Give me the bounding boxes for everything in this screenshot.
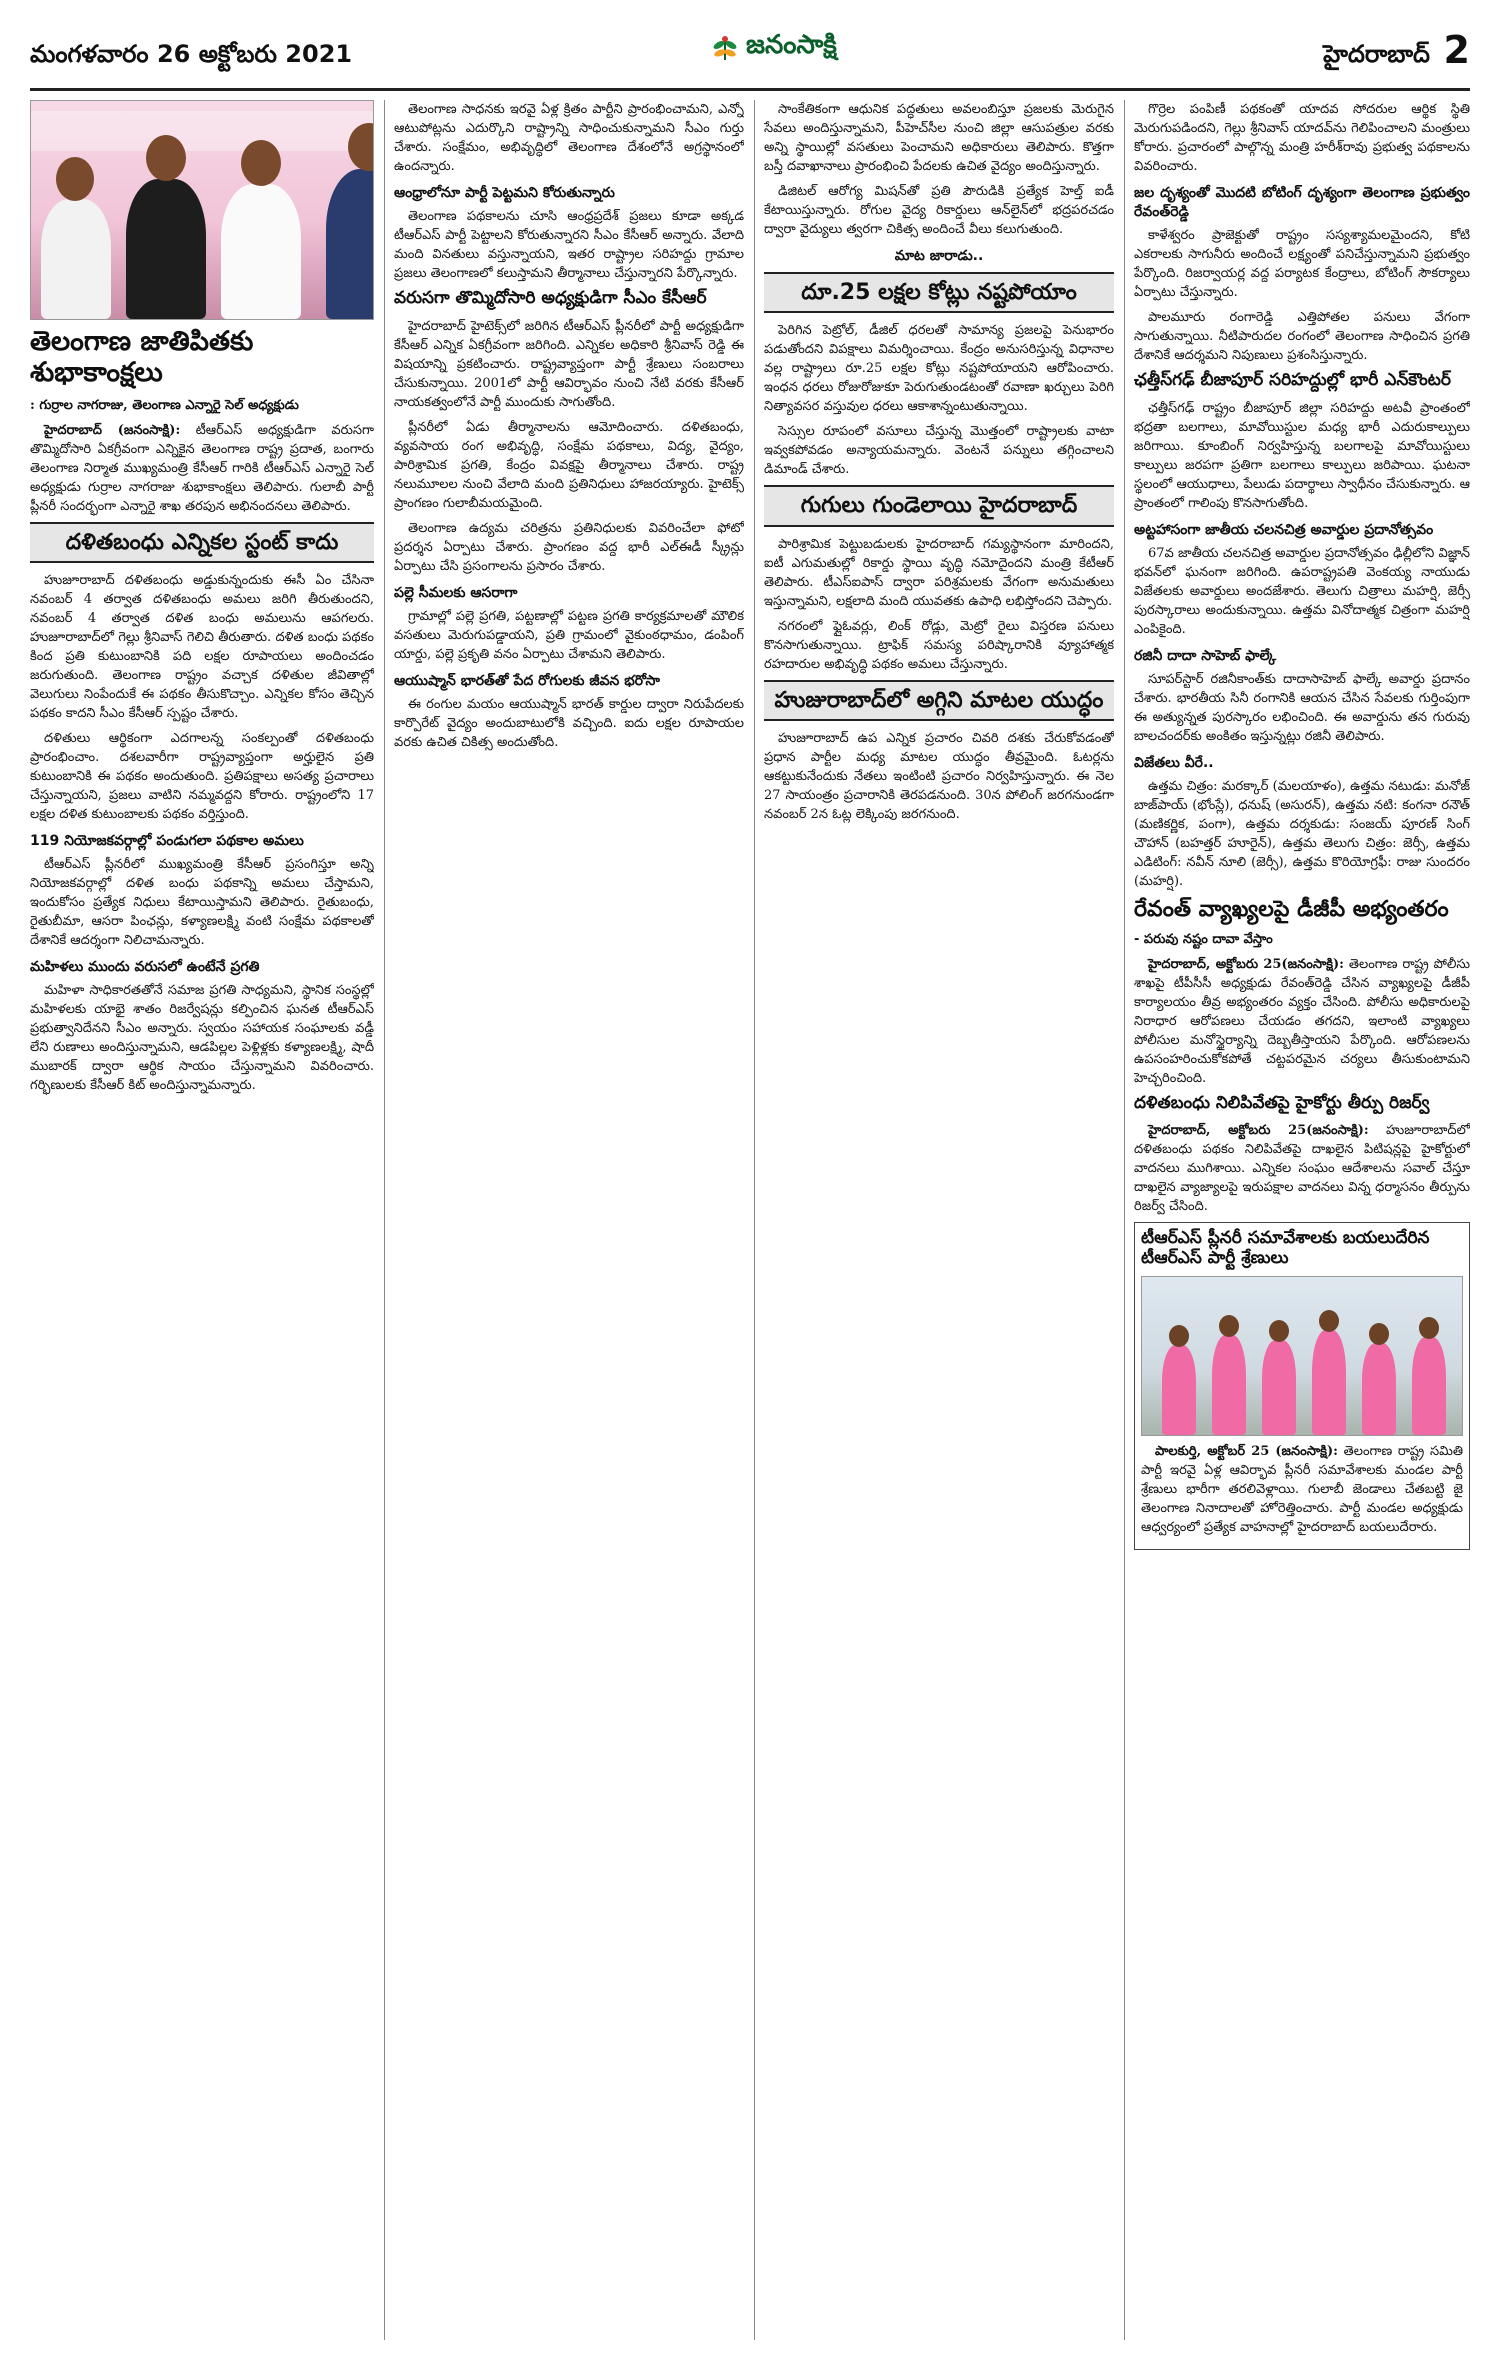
article-text: సూపర్‌స్టార్ రజినీకాంత్‌కు దాదాసాహెబ్ ఫాల్కే అవార్డు ప్రదానం చేశారు. భారతీయ సినీ రంగానికి ఆయన చేసిన సేవలకు గుర్తింపుగా ఈ అత్యున్నత పురస్కారం లభించింది. ఈ అవార్డును తన గురువు బాలచందర్‌కు అంకితం ఇస్తున్నట్లు రజినీ తెలిపారు.	[1134, 671, 1470, 744]
dateline: పాలకుర్తి, అక్టోబర్ 25 (జనంసాక్షి):	[1155, 1444, 1338, 1460]
page-number: 2	[1443, 28, 1470, 72]
headline-high-court: దళితబంధు నిలిపివేతపై హైకోర్టు తీర్పు రిజర్వ్	[1134, 1092, 1430, 1113]
article-text: హుజూరాబాద్ ఉప ఎన్నిక ప్రచారం చివరి దశకు చేరుకోవడంతో ప్రధాన పార్టీల మధ్య మాటల యుద్ధం తీవ్రమైంది. ఓటర్లను ఆకట్టుకునేందుకు నేతలు ఇంటింటి ప్రచారం నిర్వహిస్తున్నారు. ఈ నెల 27 సాయంత్రం ప్రచారానికి తెరపడనుంది. 30న పోలింగ్ జరగనుండగా నవంబర్ 2న ఓట్ల లెక్కింపు జరగనుంది.	[764, 730, 1114, 822]
article-text: టీఆర్ఎస్ అధ్యక్షుడిగా వరుసగా తొమ్మిదోసారి ఏకగ్రీవంగా ఎన్నికైన తెలంగాణ రాష్ట్ర ప్రదాత, బంగారు తెలంగాణ నిర్మాత ముఖ్యమంత్రి కేసీఆర్ గారికి టీఆర్ఎస్ ఎన్నారై సెల్ అధ్యక్షుడు గుర్రాల నాగరాజు శుభాకాంక్షలు తెలిపారు. గులాబీ పార్టీ ప్లీనరీ సందర్భంగా ఎన్నారై శాఖ తరపున అభినందనలు తెలిపారు.	[30, 423, 374, 515]
headline-hyderabad: గుగులు గుండెలాయి హైదరాబాద్	[764, 485, 1114, 526]
subheading: విజేతలు వీరే..	[1134, 754, 1214, 771]
article-text: హైదరాబాద్ హైటెక్స్‌లో జరిగిన టీఆర్ఎస్ ప్లీనరీలో పార్టీ అధ్యక్షుడిగా కేసీఆర్ ఎన్నిక ఏకగ్రీవంగా జరిగింది. ఎన్నికల అధికారి శ్రీనివాస్ రెడ్డి ఈ విషయాన్ని ప్రకటించారు. రాష్ట్రవ్యాప్తంగా పార్టీ శ్రేణులు సంబరాలు చేసుకున్నాయి. 2001లో పార్టీ ఆవిర్భావం నుంచి నేటి వరకు కేసీఆర్ నాయకత్వంలోనే పార్టీ ముందుకు సాగుతోంది.	[394, 318, 744, 410]
article-text: సెస్సుల రూపంలో వసూలు చేస్తున్న మొత్తంలో రాష్ట్రాలకు వాటా ఇవ్వకపోవడం అన్యాయమన్నారు. వెంటనే పన్నులు తగ్గించాలని డిమాండ్ చేశారు.	[764, 424, 1114, 478]
article-text: పెరిగిన పెట్రోల్, డీజిల్ ధరలతో సామాన్య ప్రజలపై పెనుభారం పడుతోందని విపక్షాలు విమర్శించాయి. కేంద్రం అనుసరిస్తున్న విధానాల వల్ల రాష్ట్రాలు రూ.25 లక్షల కోట్లు నష్టపోయాయని ఆరోపించారు. ఇంధన ధరలు రోజురోజుకూ పెరుగుతుండటంతో రవాణా ఖర్చులు పెరిగి నిత్యావసర వస్తువుల ధరలు ఆకాశాన్నంటుతున్నాయి.	[764, 323, 1114, 415]
article-text: పారిశ్రామిక పెట్టుబడులకు హైదరాబాద్ గమ్యస్థానంగా మారిందని, ఐటీ ఎగుమతుల్లో రికార్డు స్థాయి వృద్ధి నమోదైందని మంత్రి కేటీఆర్ తెలిపారు. టీఎస్ఐపాస్ ద్వారా పరిశ్రమలకు వేగంగా అనుమతులు ఇస్తున్నామని, లక్షలాది మంది యువతకు ఉపాధి లభిస్తోందని చెప్పారు.	[764, 536, 1114, 609]
masthead	[30, 14, 1470, 84]
article-text: తెలంగాణ ఉద్యమ చరిత్రను ప్రతినిధులకు వివరించేలా ఫోటో ప్రదర్శన ఏర్పాటు చేశారు. ప్రాంగణం వద్ద భారీ ఎల్ఈడీ స్క్రీన్లు ఏర్పాటు చేసి ప్రసంగాలను ప్రసారం చేశారు.	[394, 520, 744, 574]
subheading: మాట జారాడు..	[894, 248, 984, 264]
issue-date: మంగళవారం 26 అక్టోబరు 2021	[30, 40, 353, 68]
article-text: తెలంగాణ రాష్ట్ర సమితి పార్టీ ఇరవై ఏళ్ల ఆవిర్భావ ప్లీనరీ సమావేశాలకు మండల పార్టీ శ్రేణులు భారీగా తరలివెళ్లాయి. గులాబీ జెండాలు చేతబట్టి జై తెలంగాణ నినాదాలతో హోరెత్తించారు. పార్టీ మండల అధ్యక్షుడు ఆధ్వర్యంలో ప్రత్యేక వాహనాల్లో హైదరాబాద్ బయలుదేరారు.	[1141, 1444, 1463, 1536]
article-text: గ్రామాల్లో పల్లె ప్రగతి, పట్టణాల్లో పట్టణ ప్రగతి కార్యక్రమాలతో మౌలిక వసతులు మెరుగుపడ్డాయని, ప్రతి గ్రామంలో వైకుంఠధామం, డంపింగ్ యార్డు, పల్లె ప్రకృతి వనం ఏర్పాటు చేశామని తెలిపారు.	[394, 608, 744, 662]
article-text: తెలంగాణ సాధనకు ఇరవై ఏళ్ల క్రితం పార్టీని ప్రారంభించామని, ఎన్నో ఆటుపోట్లను ఎదుర్కొని రాష్ట్రాన్ని సాధించుకున్నామని సీఎం గుర్తు చేశారు. సంక్షేమం, అభివృద్ధిలో తెలంగాణ దేశంలోనే అగ్రస్థానంలో ఉందన్నారు.	[394, 102, 744, 174]
article-text: మహిళా సాధికారతతోనే సమాజ ప్రగతి సాధ్యమని, స్థానిక సంస్థల్లో మహిళలకు యాభై శాతం రిజర్వేషన్లు కల్పించిన ఘనత టీఆర్ఎస్ ప్రభుత్వానిదేనని సీఎం అన్నారు. స్వయం సహాయక సంఘాలకు వడ్డీ లేని రుణాలు అందిస్తున్నామని, ఆడపిల్లల పెళ్లిళ్లకు కళ్యాణలక్ష్మి, షాదీ ముబారక్ ద్వారా ఆర్థిక సాయం చేస్తున్నామని వివరించారు. గర్భిణులకు కేసీఆర్ కిట్ అందిస్తున్నామన్నారు.	[30, 983, 374, 1094]
article-text: ఉత్తమ చిత్రం: మరక్కార్ (మలయాళం), ఉత్తమ నటుడు: మనోజ్ బాజ్‌పాయ్ (భోంస్లే), ధనుష్ (అసురన్), ఉత్తమ నటి: కంగనా రనౌత్ (మణికర్ణిక, పంగా), ఉత్తమ దర్శకుడు: సంజయ్ పూరణ్ సింగ్ చౌహాన్ (బహత్తర్ హూరైన్), ఉత్తమ తెలుగు చిత్రం: జెర్సీ, ఉత్తమ ఎడిటింగ్: నవీన్ నూలి (జెర్సీ), ఉత్తమ కొరియోగ్రఫీ: రాజు సుందరం (మహర్షి).	[1134, 778, 1470, 889]
headline-dalitha-bandhu: దళితబంధు ఎన్నికల స్టంట్ కాదు	[30, 522, 374, 563]
subheadline: - పరువు నష్టం దావా వేస్తాం	[1134, 931, 1273, 947]
brand-name: జనంసాక్షి	[746, 30, 837, 60]
article-text: ఛత్తీస్‌గఢ్ రాష్ట్రం బీజాపూర్ జిల్లా సరిహద్దు అటవీ ప్రాంతంలో భద్రతా బలగాలు, మావోయిస్టుల మధ్య భారీ ఎదురుకాల్పులు జరిగాయి. కూంబింగ్ నిర్వహిస్తున్న బలగాలపై మావోయిస్టులు కాల్పులు జరపగా ప్రతిగా బలగాలు కాల్పులు జరిపాయి. ఘటనా స్థలంలో ఆయుధాలు, పేలుడు పదార్థాలు స్వాధీనం చేసుకున్నారు. ఆ ప్రాంతంలో గాలింపు కొనసాగుతోంది.	[1134, 400, 1470, 511]
headline-kcr-president: వరుసగా తొమ్మిదోసారి అధ్యక్షుడిగా సీఎం కేసీఆర్	[394, 288, 707, 308]
article-text: డిజిటల్ ఆరోగ్య మిషన్‌తో ప్రతి పౌరుడికి ప్రత్యేక హెల్త్ ఐడీ కేటాయిస్తున్నారు. రోగుల వైద్య రికార్డులు ఆన్‌లైన్‌లో భద్రపరచడం ద్వారా వైద్యులు త్వరగా చికిత్స అందించే వీలు కలుగుతుంది.	[764, 184, 1114, 237]
article-text: 67వ జాతీయ చలనచిత్ర అవార్డుల ప్రదానోత్సవం ఢిల్లీలోని విజ్ఞాన్ భవన్‌లో ఘనంగా జరిగింది. ఉపరాష్ట్రపతి వెంకయ్య నాయుడు విజేతలకు అవార్డులు అందజేశారు. తెలుగు చిత్రాలు మహర్షి, జెర్సీ పురస్కారాలు అందుకున్నాయి. ఉత్తమ వినోదాత్మక చిత్రంగా మహర్షి ఎంపికైంది.	[1134, 545, 1470, 637]
article-text: హుజూరాబాద్‌లో దళితబంధు పథకం నిలిపివేతపై దాఖలైన పిటిషన్లపై హైకోర్టులో వాదనలు ముగిశాయి. ఎన్నికల సంఘం ఆదేశాలను సవాల్ చేస్తూ దాఖలైన వ్యాజ్యాలపై ఇరుపక్షాల వాదనలు విన్న ధర్మాసనం తీర్పును రిజర్వ్ చేసింది.	[1134, 1123, 1470, 1215]
byline: : గుర్రాల నాగరాజు, తెలంగాణ ఎన్నారై సెల్ అధ్యక్షుడు	[30, 398, 299, 414]
article-text: ప్లీనరీలో ఏడు తీర్మానాలను ఆమోదించారు. దళితబంధు, వ్యవసాయ రంగ అభివృద్ధి, సంక్షేమ పథకాలు, విద్య, వైద్యం, పారిశ్రామిక ప్రగతి, కేంద్రం వివక్షపై తీర్మానాలు చేశారు. రాష్ట్ర నలుమూలల నుంచి వేలాది మంది ప్రతినిధులు హాజరయ్యారు. హైటెక్స్ ప్రాంగణం గులాబీమయమైంది.	[394, 419, 744, 511]
subheading: జల దృశ్యంతో మొదటి బోటింగ్ దృశ్యంగా తెలంగాణ ప్రభుత్వం రేవంత్‌రెడ్డి	[1134, 185, 1470, 220]
event-photo	[30, 100, 374, 320]
headline-25-lakh-crore: దూ.25 లక్షల కోట్లు నష్టపోయాం	[764, 272, 1114, 313]
headline-greetings: తెలంగాణ జాతిపితకు శుభాకాంక్షలు	[30, 326, 254, 389]
article-text: దళితులు ఆర్థికంగా ఎదగాలన్న సంకల్పంతో దళితబంధు ప్రారంభించాం. దశలవారీగా రాష్ట్రవ్యాప్తంగా అర్హులైన ప్రతి కుటుంబానికి ఈ పథకం అందుతుంది. ప్రతిపక్షాలు అసత్య ప్రచారాలు చేస్తున్నాయని, ప్రజలు వాటిని నమ్మవద్దని కోరారు. రాష్ట్రంలోని 17 లక్షల దళిత కుటుంబాలకు పథకం వర్తిస్తుంది.	[30, 731, 374, 823]
article-text: నగరంలో ఫ్లైఓవర్లు, లింక్ రోడ్లు, మెట్రో రైలు విస్తరణ పనులు కొనసాగుతున్నాయి. ట్రాఫిక్ సమస్య పరిష్కారానికి వ్యూహాత్మక రహదారుల అభివృద్ధి పథకం అమలు చేస్తున్నారు.	[764, 618, 1114, 672]
subheading: పల్లె సీమలకు ఆసరాగా	[394, 584, 518, 601]
headline-huzurabad: హుజురాబాద్‌లో అగ్గిని మాటల యుద్ధం	[764, 680, 1114, 721]
dateline: హైదరాబాద్, అక్టోబరు 25(జనంసాక్షి):	[1148, 956, 1344, 972]
column-3	[764, 100, 1114, 2340]
subheading: ఆయుష్మాన్ భారత్‌తో పేద రోగులకు జీవన భరోసా	[394, 672, 660, 689]
subheading: మహిళలు ముందు వరుసలో ఉంటేనే ప్రగతి	[30, 959, 260, 976]
boxed-story	[1134, 1222, 1470, 1550]
article-text: తెలంగాణ పథకాలను చూసి ఆంధ్రప్రదేశ్ ప్రజలు కూడా అక్కడ టీఆర్ఎస్ పార్టీ పెట్టాలని కోరుతున్నారని సీఎం కేసీఆర్ అన్నారు. వేలాది మంది వినతులు వస్తున్నాయని, ఇతర రాష్ట్రాల సరిహద్దు గ్రామాల ప్రజలు తెలంగాణలో కలుస్తామని తీర్మానాలు చేస్తున్నారని పేర్కొన్నారు.	[394, 209, 744, 281]
subheading: రజినీ దాదా సాహెబ్ ఫాల్కే	[1134, 647, 1277, 664]
article-text: టీఆర్ఎస్ ప్లీనరీలో ముఖ్యమంత్రి కేసీఆర్ ప్రసంగిస్తూ అన్ని నియోజకవర్గాల్లో దళిత బంధు పథకాన్ని అమలు చేస్తామని, ఇందుకోసం ప్రత్యేక నిధులు కేటాయిస్తామని తెలిపారు. రైతుబంధు, రైతుబీమా, ఆసరా పింఛన్లు, కళ్యాణలక్ష్మి వంటి సంక్షేమ పథకాలతో దేశానికే ఆదర్శంగా నిలిచామన్నారు.	[30, 857, 374, 949]
article-text: తెలంగాణ రాష్ట్ర పోలీసు శాఖపై టీపీసీసీ అధ్యక్షుడు రేవంత్‌రెడ్డి చేసిన వ్యాఖ్యలపై డీజీపీ కార్యాలయం తీవ్ర అభ్యంతరం వ్యక్తం చేసింది. పోలీసు అధికారులపై నిరాధార ఆరోపణలు చేయడం తగదని, ఇలాంటి వ్యాఖ్యలు పోలీసుల మనోస్థైర్యాన్ని దెబ్బతీస్తాయని పేర్కొంది. ఆరోపణలను ఉపసంహరించుకోకపోతే చట్టపరమైన చర్యలు తీసుకుంటామని హెచ్చరించింది.	[1134, 956, 1470, 1086]
article-text: గొర్రెల పంపిణీ పథకంతో యాదవ సోదరుల ఆర్థిక స్థితి మెరుగుపడిందని, గెల్లు శ్రీనివాస్ యాదవ్‌ను గెలిపించాలని మంత్రులు కోరారు. ప్రచారంలో పాల్గొన్న మంత్రి హరీశ్‌రావు ప్రభుత్వ పథకాలను వివరించారు.	[1134, 102, 1470, 174]
dateline: హైదరాబాద్, అక్టోబరు 25(జనంసాక్షి):	[1148, 1123, 1369, 1139]
headline-plenary: టీఆర్ఎస్ ప్లీనరీ సమావేశాలకు బయలుదేరిన టీఆర్ఎస్ పార్టీ శ్రేణులు	[1141, 1228, 1430, 1268]
subheading: 119 నియోజకవర్గాల్లో పండుగలా పథకాల అమలు	[30, 833, 304, 850]
column-1	[30, 100, 374, 2340]
edition-city: హైదరాబాద్	[1323, 40, 1430, 68]
article-text: ఈ రంగుల మయం ఆయుష్మాన్ భారత్ కార్డుల ద్వారా నిరుపేదలకు కార్పొరేట్ వైద్యం అందుబాటులోకి వచ్చింది. ఐదు లక్షల రూపాయల వరకు ఉచిత చికిత్స అందుతోంది.	[394, 696, 744, 750]
article-text: సాంకేతికంగా ఆధునిక పద్ధతులు అవలంబిస్తూ ప్రజలకు మెరుగైన సేవలు అందిస్తున్నామని, పీహెచ్‌సీల నుంచి జిల్లా ఆసుపత్రుల వరకు అన్ని స్థాయిల్లో వసతులు పెంచామని అధికారులు తెలిపారు. కొత్తగా బస్తీ దవాఖానాలు ప్రారంభించి పేదలకు ఉచిత వైద్యం అందిస్తున్నారు.	[764, 102, 1114, 174]
article-text: కాళేశ్వరం ప్రాజెక్టుతో రాష్ట్రం సస్యశ్యామలమైందని, కోటి ఎకరాలకు సాగునీరు అందించే లక్ష్యంతో పనిచేస్తున్నామని ప్రభుత్వం పేర్కొంది. రిజర్వాయర్ల వద్ద పర్యాటక కేంద్రాలు, బోటింగ్ సౌకర్యాలు ఏర్పాటు చేస్తున్నారు.	[1134, 228, 1470, 300]
subheading: ఆంధ్రాలోనూ పార్టీ పెట్టమని కోరుతున్నారు	[394, 185, 615, 201]
column-divider	[1124, 100, 1125, 2340]
column-4	[1134, 100, 1470, 2340]
newspaper-logo-icon	[710, 33, 740, 63]
article-text: హుజూరాబాద్ దళితబంధు అడ్డుకున్నందుకు ఈసీ ఏం చేసినా నవంబర్ 4 తర్వాత దళితబంధు అమలు జరిగి తీరుతుందని, నవంబర్ 4 తర్వాత దళిత బంధు అమలును ఆపగలరు. హుజూరాబాద్‌లో గెల్లు శ్రీనివాస్ గెలిచి తీరుతారు. దళిత బంధు పథకం కింద ప్రతి కుటుంబానికి పది లక్షల రూపాయలు అందించడం జరుగుతుంది. తెలంగాణ రాష్ట్రం వచ్చాక దళితుల జీవితాల్లో వెలుగులు నింపేందుకే ఈ పథకం తీసుకొచ్చాం. ఎన్నికల కోసం తెచ్చిన పథకం కాదని సీఎం కేసీఆర్ స్పష్టం చేశారు.	[30, 573, 374, 722]
column-divider	[384, 100, 385, 2340]
headline-dgp: రేవంత్ వ్యాఖ్యలపై డీజీపీ అభ్యంతరం	[1134, 896, 1449, 922]
masthead-rule	[30, 88, 1470, 91]
subheading: అట్టహాసంగా జాతీయ చలనచిత్ర అవార్డుల ప్రదానోత్సవం	[1134, 521, 1434, 538]
column-divider	[754, 100, 755, 2340]
dateline: హైదరాబాద్ (జనంసాక్షి):	[44, 423, 181, 439]
article-text: పాలమూరు రంగారెడ్డి ఎత్తిపోతల పనులు వేగంగా సాగుతున్నాయి. నీటిపారుదల రంగంలో తెలంగాణ సాధించిన ప్రగతి దేశానికే ఆదర్శమని నిపుణులు ప్రశంసిస్తున్నారు.	[1134, 310, 1470, 363]
headline-encounter: ఛత్తీస్‌గఢ్ బీజాపూర్ సరిహద్దుల్లో భారీ ఎన్‌కౌంటర్	[1134, 370, 1451, 390]
column-2	[394, 100, 744, 2340]
brand	[710, 28, 860, 68]
group-photo	[1141, 1276, 1463, 1436]
